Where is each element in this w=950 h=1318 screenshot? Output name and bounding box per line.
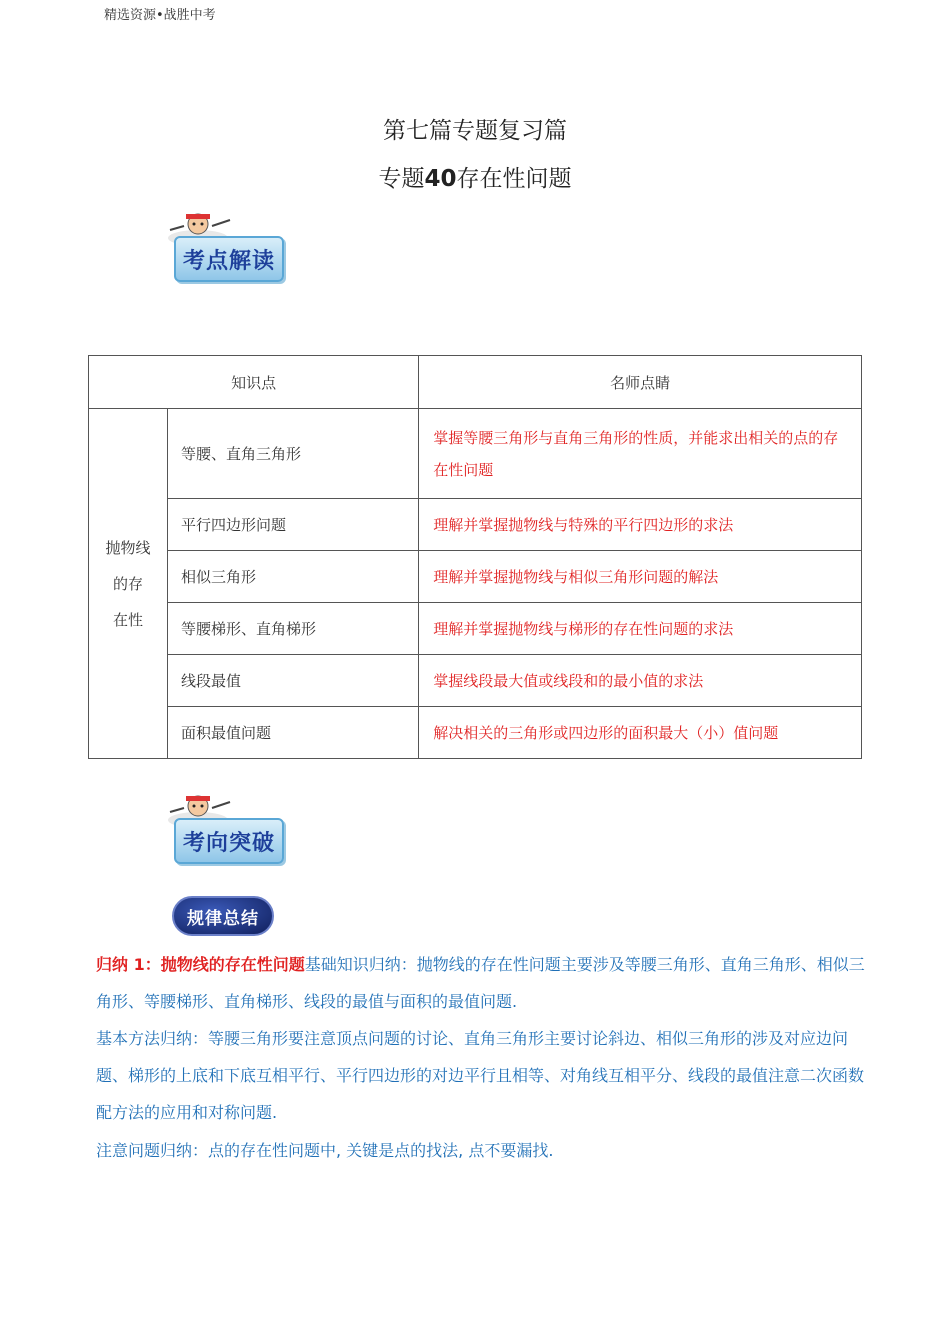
main-category-line: 抛物线: [105, 538, 151, 557]
main-category-line: 在性: [112, 610, 143, 629]
header-knowledge-point: 知识点: [89, 356, 419, 409]
knowledge-table: [88, 355, 862, 759]
tip-cell: 解决相关的三角形或四边形的面积最大（小）值问题: [419, 707, 862, 759]
main-category-cell: [89, 409, 168, 759]
table-row: [89, 499, 862, 551]
tip-cell: 掌握线段最大值或线段和的最小值的求法: [419, 655, 862, 707]
table-row: [89, 551, 862, 603]
topic-title: [0, 160, 950, 193]
tip-cell: 理解并掌握抛物线与特殊的平行四边形的求法: [419, 499, 862, 551]
knowledge-point-cell: 等腰、直角三角形: [168, 409, 419, 499]
knowledge-point-cell: 面积最值问题: [168, 707, 419, 759]
page-header: 精选资源•战胜中考: [104, 8, 216, 23]
table-row: [89, 707, 862, 759]
table-row: [89, 603, 862, 655]
tip-cell: [419, 409, 862, 499]
tip-line: 掌握等腰三角形与直角三角形的性质，并能求出相关的点的存: [433, 428, 839, 447]
tip-line: 在性问题: [433, 460, 494, 479]
summary-lead: 归纳 1：抛物线的存在性问题: [96, 955, 305, 974]
pill-guilv: 规律总结: [172, 896, 274, 936]
knowledge-point-cell: 线段最值: [168, 655, 419, 707]
tip-cell: 理解并掌握抛物线与相似三角形问题的解法: [419, 551, 862, 603]
table-row: [89, 655, 862, 707]
topic-title-prefix: 专题: [378, 166, 425, 192]
badge-kaoxiang-label: 考向突破: [174, 818, 284, 864]
knowledge-point-cell: 平行四边形问题: [168, 499, 419, 551]
table-row: [89, 409, 862, 499]
badge-kaoxiang: [166, 790, 290, 868]
knowledge-point-cell: 相似三角形: [168, 551, 419, 603]
badge-kaodian-label: 考点解读: [174, 236, 284, 282]
main-category-line: 的存: [112, 574, 143, 593]
table-header-row: [89, 356, 862, 409]
summary-paragraph-3: 注意问题归纳：点的存在性问题中, 关键是点的找法, 点不要漏找.: [96, 1141, 554, 1160]
header-teacher-tips: 名师点睛: [419, 356, 862, 409]
badge-kaodian: [166, 208, 290, 286]
summary-text: 基础知识归纳：抛物线的存在性问题主要涉及等腰三角形、直角三角形、相似三角形、等腰梯形、直角梯形、线段的最值与面积的最值问题.: [96, 955, 865, 1011]
topic-number: 40: [424, 166, 457, 192]
section-title: 第七篇专题复习篇: [383, 118, 567, 144]
summary-paragraph-2: 基本方法归纳：等腰三角形要注意顶点问题的讨论、直角三角形主要讨论斜边、相似三角形的涉及对应边问题、梯形的上底和下底互相平行、平行四边形的对边平行且相等、对角线互相平分、线段的最值注意二次函数配方法的应用和对称问题.: [96, 1029, 865, 1122]
topic-title-suffix: 存在性问题: [456, 166, 572, 192]
summary-paragraph-1: [96, 946, 866, 1020]
tip-cell: 理解并掌握抛物线与梯形的存在性问题的求法: [419, 603, 862, 655]
knowledge-point-cell: 等腰梯形、直角梯形: [168, 603, 419, 655]
